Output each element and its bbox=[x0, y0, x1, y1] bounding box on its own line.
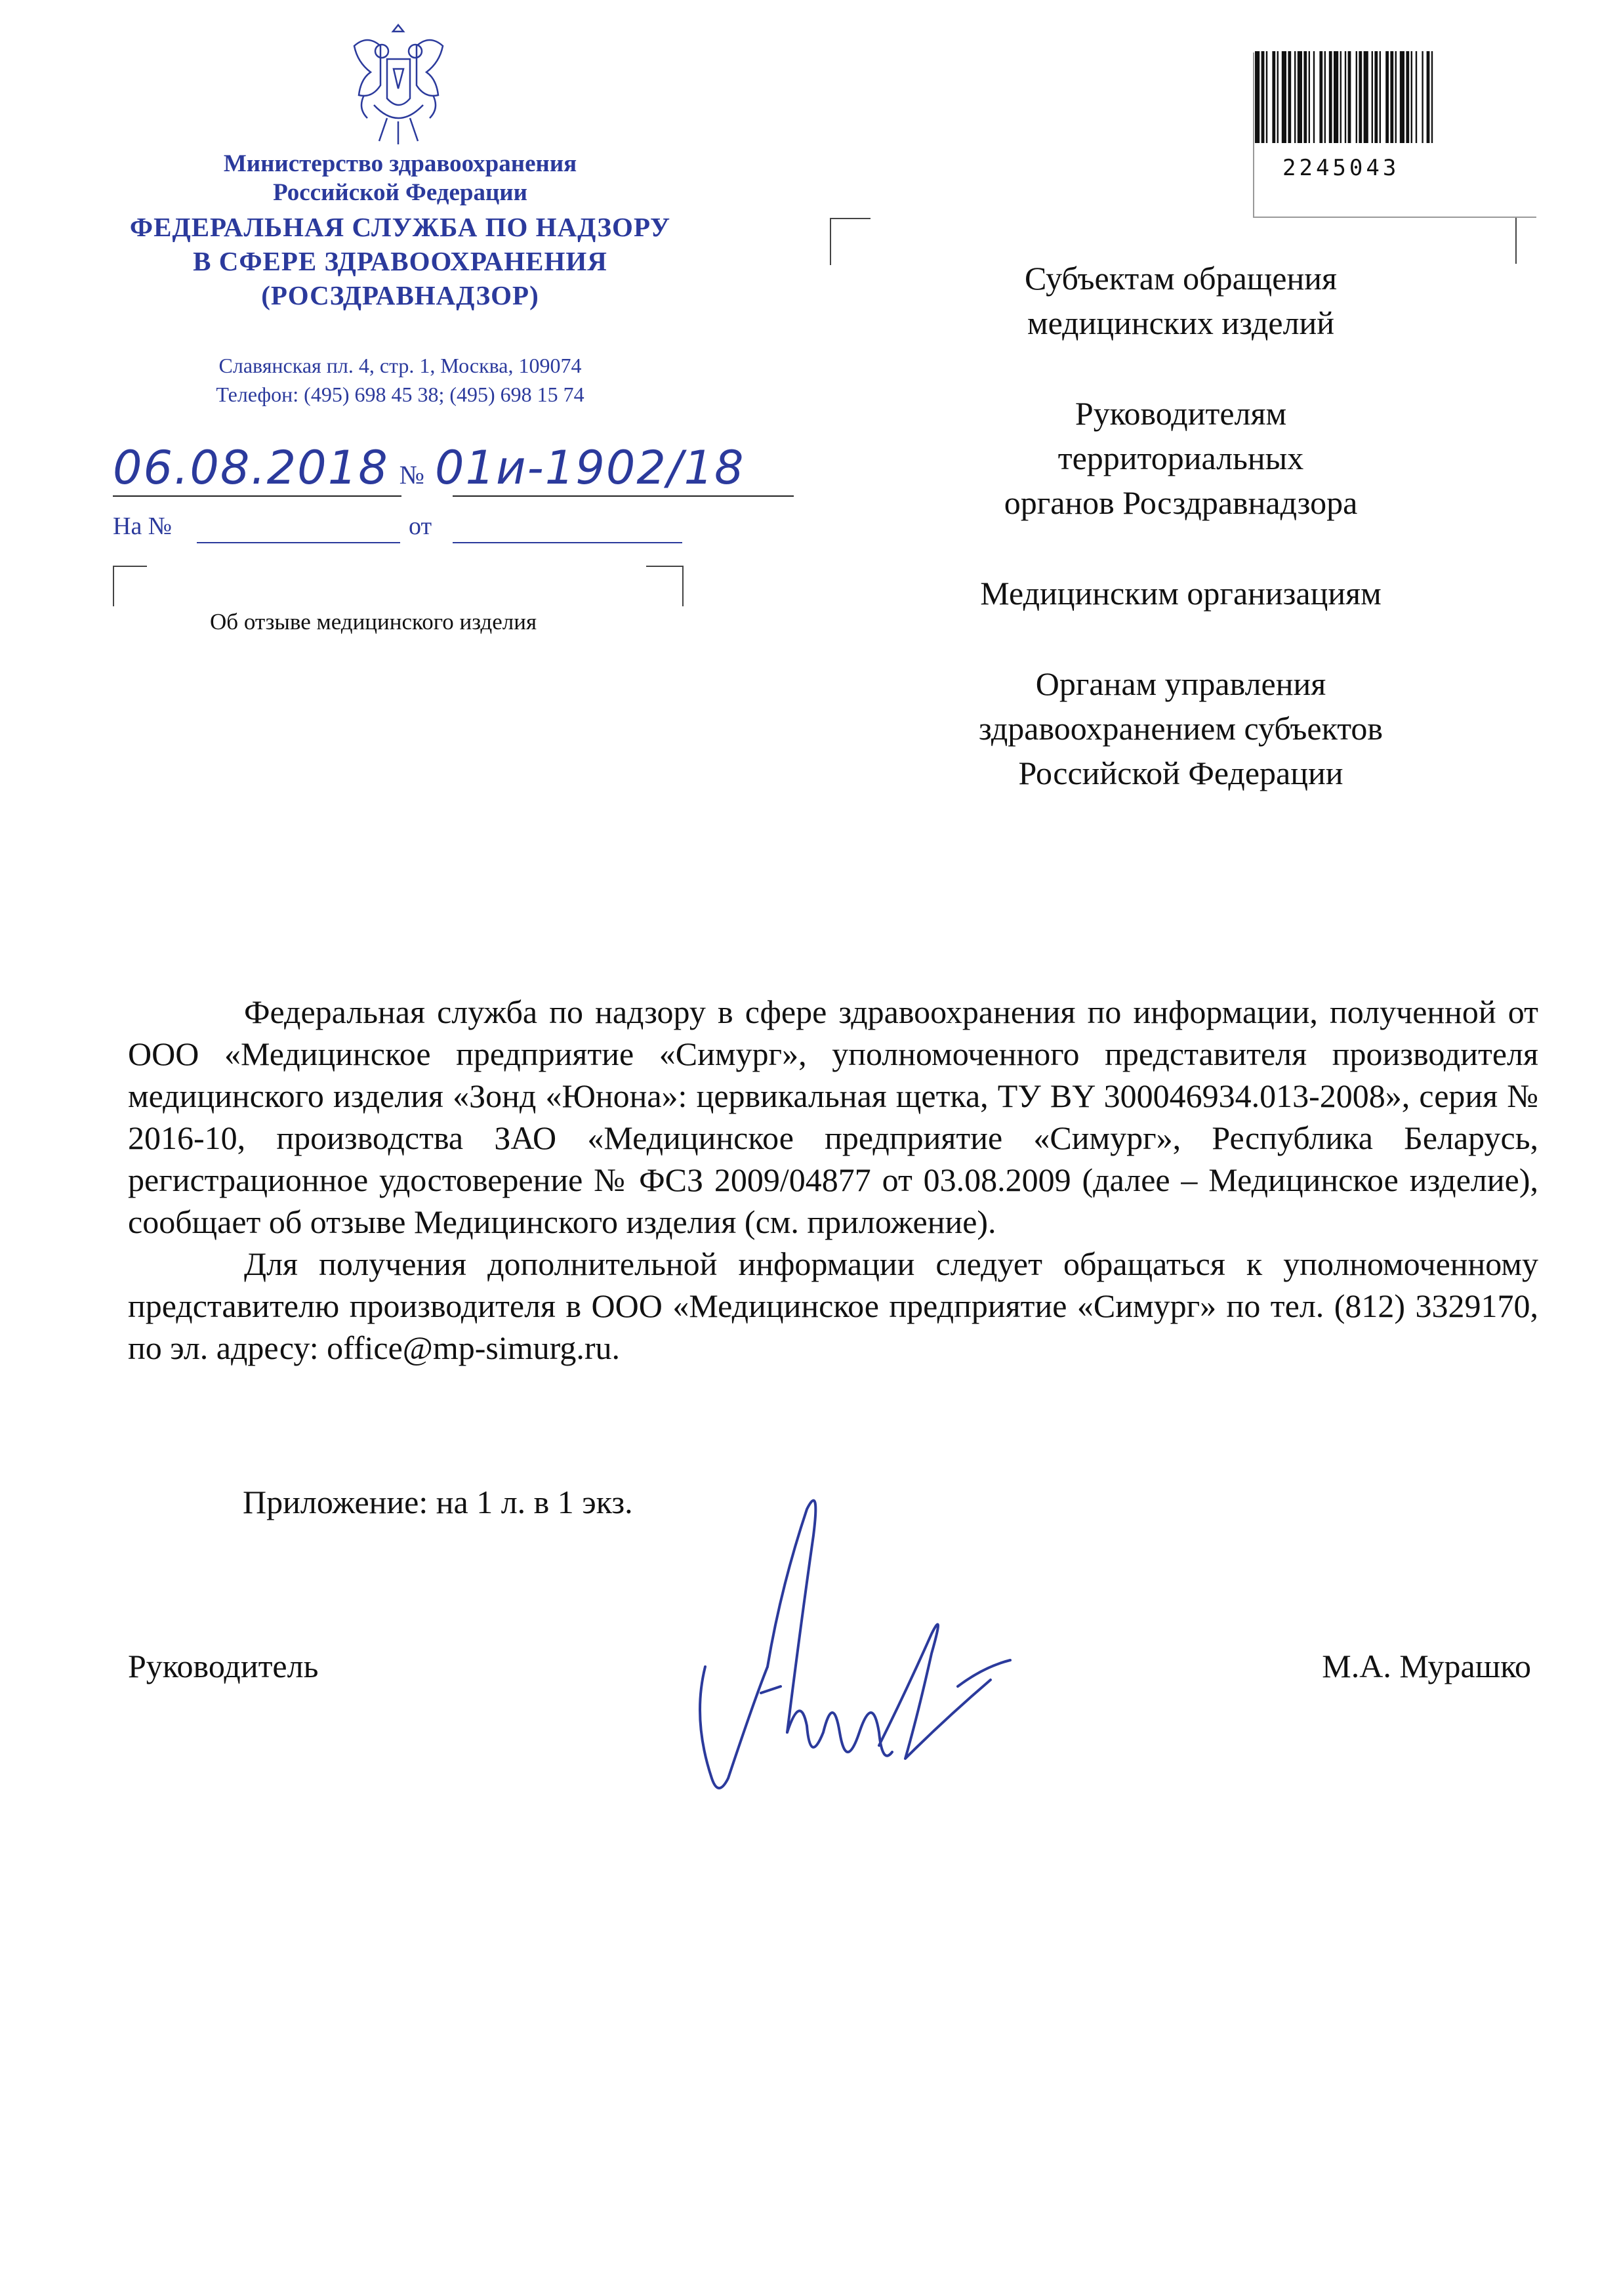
corner-bracket-right bbox=[646, 566, 684, 606]
number-underline bbox=[453, 495, 794, 497]
agency-address: Славянская пл. 4, стр. 1, Москва, 109074 bbox=[218, 354, 582, 377]
ministry-line-1: Министерство здравоохранения bbox=[223, 150, 577, 177]
from-date-blank bbox=[453, 542, 682, 543]
reply-to-label: На № bbox=[113, 512, 173, 540]
addressee-1-line-1: Субъектам обращения bbox=[1025, 260, 1337, 297]
addressee-2 bbox=[905, 391, 1456, 525]
addressee-bracket-left bbox=[830, 218, 871, 265]
agency-phone: Телефон: (495) 698 45 38; (495) 698 15 74 bbox=[216, 383, 584, 406]
from-label: от bbox=[409, 512, 432, 540]
corner-bracket-left bbox=[113, 566, 147, 606]
registration-date: 06.08.2018 bbox=[113, 441, 389, 495]
stamp-frame bbox=[1253, 52, 1536, 218]
handwritten-signature bbox=[682, 1470, 1076, 1824]
agency-contacts bbox=[105, 351, 695, 409]
addressee-4-line-3: Российской Федерации bbox=[1018, 755, 1343, 791]
service-line-1: ФЕДЕРАЛЬНАЯ СЛУЖБА ПО НАДЗОРУ bbox=[129, 212, 671, 242]
addressee-1 bbox=[905, 256, 1456, 345]
reply-number-blank bbox=[197, 542, 400, 543]
addressee-3 bbox=[905, 571, 1456, 616]
addressee-4-line-1: Органам управления bbox=[1035, 665, 1326, 702]
addressee-4 bbox=[905, 661, 1456, 795]
addressee-2-line-1: Руководителям bbox=[1075, 395, 1287, 432]
reply-line bbox=[113, 512, 172, 541]
addressee-list bbox=[905, 256, 1456, 841]
ministry-name bbox=[118, 150, 682, 207]
coat-of-arms-icon bbox=[341, 20, 456, 151]
date-underline bbox=[113, 495, 401, 497]
addressee-4-line-2: здравоохранением субъектов bbox=[978, 710, 1383, 747]
service-name bbox=[85, 210, 715, 312]
registration-number: 01и-1902/18 bbox=[434, 441, 745, 495]
addressee-2-line-3: органов Росздравнадзора bbox=[1004, 484, 1358, 521]
addressee-2-line-2: территориальных bbox=[1057, 440, 1304, 476]
service-line-2: В СФЕРЕ ЗДРАВООХРАНЕНИЯ bbox=[193, 246, 607, 276]
letter-subject: Об отзыве медицинского изделия bbox=[210, 609, 537, 635]
number-sign: № bbox=[399, 460, 424, 490]
signer-name: М.А. Мурашко bbox=[1322, 1648, 1531, 1684]
body-paragraph-2: Для получения дополнительной информации следует обращаться к уполномоченному представителю производителя в ООО «Медицинское предприятие «Симург» по тел. (812) 3329170, по эл. адресу: office@mp-simurg.ru. bbox=[128, 1245, 1538, 1366]
addressee-1-line-2: медицинских изделий bbox=[1027, 304, 1335, 341]
body-paragraph-1: Федеральная служба по надзору в сфере здравоохранения по информации, полученной от ООО «Медицинское предприятие «Симург», уполномоченного представителя производителя медицинского изделия «Зонд «Юнона»: цервикальная щетка, ТУ BY 300046934.013-2008», серия № 2016-10, производства ЗАО «Медицинское предприятие «Симург», Республика Беларусь, регистрационное удостоверение № ФСЗ 2009/04877 от 03.08.2009 (далее – Медицинское изделие), сообщает об отзыве Медицинского изделия (см. приложение). bbox=[128, 993, 1538, 1240]
registration-line bbox=[113, 441, 745, 495]
addressee-3-line-1: Медицинским организациям bbox=[980, 575, 1382, 612]
barcode-number: 2245043 bbox=[1282, 155, 1400, 181]
signer-position: Руководитель bbox=[128, 1648, 319, 1684]
ministry-line-2: Российской Федерации bbox=[273, 179, 527, 206]
attachment-note: Приложение: на 1 л. в 1 экз. bbox=[243, 1484, 633, 1520]
addressee-bracket-right bbox=[1509, 218, 1517, 264]
service-line-3: (РОСЗДРАВНАДЗОР) bbox=[261, 280, 539, 310]
letter-body bbox=[128, 991, 1538, 1369]
